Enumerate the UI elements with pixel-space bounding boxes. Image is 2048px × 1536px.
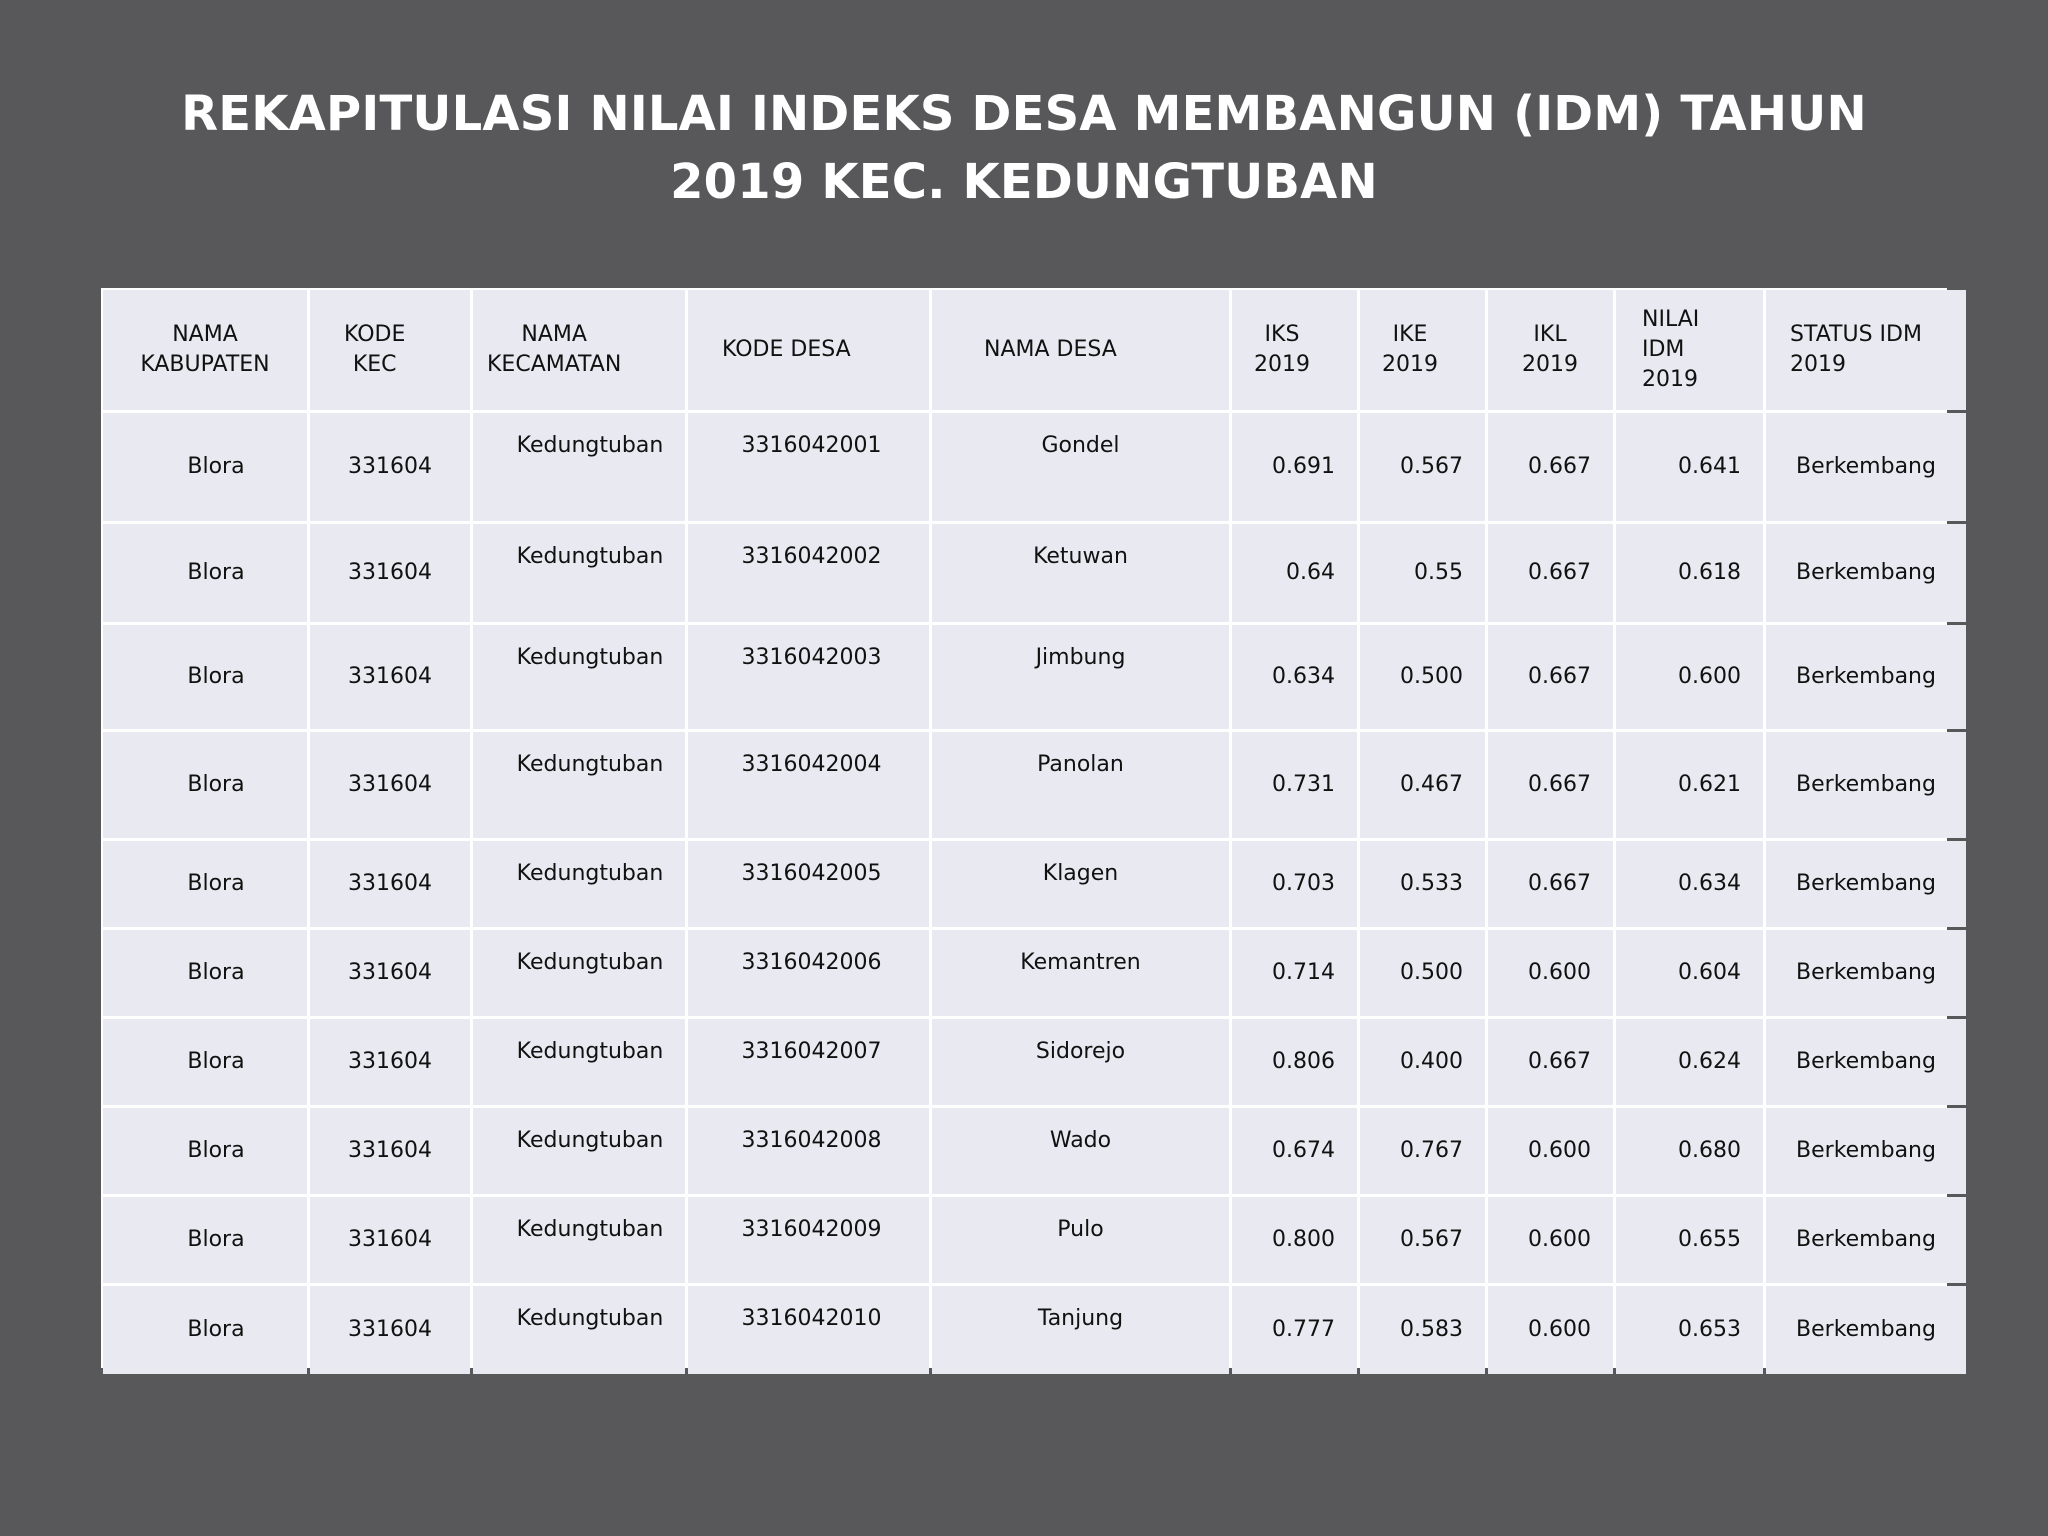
cell-ikl: 0.667 xyxy=(1488,524,1613,622)
cell-ikl: 0.600 xyxy=(1488,1108,1613,1194)
cell-kode-kec: 331604 xyxy=(310,1108,470,1194)
cell-ikl: 0.600 xyxy=(1488,930,1613,1016)
cell-ike: 0.400 xyxy=(1360,1019,1485,1105)
cell-status-idm: Berkembang xyxy=(1766,625,1966,729)
cell-kode-desa: 3316042007 xyxy=(688,1019,929,1105)
cell-kabupaten: Blora xyxy=(103,1019,307,1105)
cell-kode-kec: 331604 xyxy=(310,524,470,622)
cell-kabupaten: Blora xyxy=(103,732,307,838)
cell-nilai-idm: 0.621 xyxy=(1616,732,1763,838)
cell-kode-kec: 331604 xyxy=(310,1019,470,1105)
table-row xyxy=(103,930,1966,1016)
cell-status-idm: Berkembang xyxy=(1766,524,1966,622)
header-ike: IKE 2019 xyxy=(1360,290,1485,410)
table-row xyxy=(103,625,1966,729)
cell-nilai-idm: 0.600 xyxy=(1616,625,1763,729)
cell-ikl: 0.600 xyxy=(1488,1286,1613,1374)
cell-kecamatan: Kedungtuban xyxy=(473,841,685,927)
cell-kecamatan: Kedungtuban xyxy=(473,1019,685,1105)
cell-nilai-idm: 0.680 xyxy=(1616,1108,1763,1194)
cell-ikl: 0.667 xyxy=(1488,1019,1613,1105)
cell-nilai-idm: 0.604 xyxy=(1616,930,1763,1016)
cell-nama-desa: Panolan xyxy=(932,732,1229,838)
cell-kode-kec: 331604 xyxy=(310,930,470,1016)
cell-kecamatan: Kedungtuban xyxy=(473,1197,685,1283)
cell-status-idm: Berkembang xyxy=(1766,1286,1966,1374)
idm-table-container xyxy=(101,288,1947,1368)
cell-ikl: 0.600 xyxy=(1488,1197,1613,1283)
cell-nilai-idm: 0.624 xyxy=(1616,1019,1763,1105)
table-row xyxy=(103,732,1966,838)
cell-nilai-idm: 0.634 xyxy=(1616,841,1763,927)
cell-kecamatan: Kedungtuban xyxy=(473,524,685,622)
cell-iks: 0.703 xyxy=(1232,841,1357,927)
header-kode-desa: KODE DESA xyxy=(688,290,929,410)
cell-ike: 0.533 xyxy=(1360,841,1485,927)
cell-kabupaten: Blora xyxy=(103,1108,307,1194)
cell-ike: 0.567 xyxy=(1360,413,1485,521)
table-row xyxy=(103,1019,1966,1105)
cell-nama-desa: Pulo xyxy=(932,1197,1229,1283)
cell-status-idm: Berkembang xyxy=(1766,1108,1966,1194)
header-nama-kecamatan: NAMA KECAMATAN xyxy=(473,290,685,410)
table-row xyxy=(103,841,1966,927)
cell-iks: 0.714 xyxy=(1232,930,1357,1016)
cell-kecamatan: Kedungtuban xyxy=(473,625,685,729)
cell-kecamatan: Kedungtuban xyxy=(473,1108,685,1194)
cell-status-idm: Berkembang xyxy=(1766,413,1966,521)
cell-iks: 0.691 xyxy=(1232,413,1357,521)
cell-ike: 0.55 xyxy=(1360,524,1485,622)
cell-iks: 0.777 xyxy=(1232,1286,1357,1374)
cell-iks: 0.800 xyxy=(1232,1197,1357,1283)
cell-kode-desa: 3316042010 xyxy=(688,1286,929,1374)
header-ikl: IKL 2019 xyxy=(1488,290,1613,410)
cell-status-idm: Berkembang xyxy=(1766,841,1966,927)
cell-nama-desa: Klagen xyxy=(932,841,1229,927)
cell-nama-desa: Tanjung xyxy=(932,1286,1229,1374)
cell-ikl: 0.667 xyxy=(1488,732,1613,838)
cell-kode-kec: 331604 xyxy=(310,1197,470,1283)
header-nama-kabupaten: NAMA KABUPATEN xyxy=(103,290,307,410)
cell-nama-desa: Kemantren xyxy=(932,930,1229,1016)
cell-iks: 0.64 xyxy=(1232,524,1357,622)
cell-ike: 0.500 xyxy=(1360,930,1485,1016)
cell-nilai-idm: 0.641 xyxy=(1616,413,1763,521)
cell-kecamatan: Kedungtuban xyxy=(473,413,685,521)
cell-ikl: 0.667 xyxy=(1488,625,1613,729)
cell-kabupaten: Blora xyxy=(103,1197,307,1283)
header-nama-desa: NAMA DESA xyxy=(932,290,1229,410)
header-iks: IKS 2019 xyxy=(1232,290,1357,410)
cell-nilai-idm: 0.655 xyxy=(1616,1197,1763,1283)
cell-ike: 0.767 xyxy=(1360,1108,1485,1194)
header-nilai-idm: NILAI IDM 2019 xyxy=(1616,290,1763,410)
table-row xyxy=(103,1286,1966,1374)
cell-ike: 0.567 xyxy=(1360,1197,1485,1283)
cell-iks: 0.634 xyxy=(1232,625,1357,729)
cell-kabupaten: Blora xyxy=(103,930,307,1016)
cell-kabupaten: Blora xyxy=(103,1286,307,1374)
cell-kode-kec: 331604 xyxy=(310,732,470,838)
cell-nama-desa: Gondel xyxy=(932,413,1229,521)
cell-kode-desa: 3316042001 xyxy=(688,413,929,521)
cell-kabupaten: Blora xyxy=(103,625,307,729)
cell-kode-desa: 3316042006 xyxy=(688,930,929,1016)
table-row xyxy=(103,1108,1966,1194)
cell-ike: 0.583 xyxy=(1360,1286,1485,1374)
cell-ike: 0.467 xyxy=(1360,732,1485,838)
cell-status-idm: Berkembang xyxy=(1766,732,1966,838)
cell-nama-desa: Jimbung xyxy=(932,625,1229,729)
cell-ikl: 0.667 xyxy=(1488,841,1613,927)
cell-kabupaten: Blora xyxy=(103,413,307,521)
cell-ikl: 0.667 xyxy=(1488,413,1613,521)
table-row xyxy=(103,413,1966,521)
cell-kabupaten: Blora xyxy=(103,841,307,927)
header-status-idm: STATUS IDM 2019 xyxy=(1766,290,1966,410)
cell-kode-desa: 3316042004 xyxy=(688,732,929,838)
header-kode-kec: KODE KEC xyxy=(310,290,470,410)
table-row xyxy=(103,1197,1966,1283)
cell-kode-desa: 3316042005 xyxy=(688,841,929,927)
cell-kode-kec: 331604 xyxy=(310,413,470,521)
cell-iks: 0.731 xyxy=(1232,732,1357,838)
cell-nama-desa: Sidorejo xyxy=(932,1019,1229,1105)
cell-nilai-idm: 0.653 xyxy=(1616,1286,1763,1374)
cell-ike: 0.500 xyxy=(1360,625,1485,729)
cell-status-idm: Berkembang xyxy=(1766,1019,1966,1105)
cell-status-idm: Berkembang xyxy=(1766,1197,1966,1283)
table-header-row xyxy=(103,290,1966,410)
cell-kode-kec: 331604 xyxy=(310,841,470,927)
cell-status-idm: Berkembang xyxy=(1766,930,1966,1016)
cell-kode-desa: 3316042008 xyxy=(688,1108,929,1194)
idm-table xyxy=(100,287,1969,1377)
cell-kode-kec: 331604 xyxy=(310,625,470,729)
cell-iks: 0.674 xyxy=(1232,1108,1357,1194)
cell-kabupaten: Blora xyxy=(103,524,307,622)
cell-kecamatan: Kedungtuban xyxy=(473,1286,685,1374)
cell-kode-kec: 331604 xyxy=(310,1286,470,1374)
cell-nama-desa: Wado xyxy=(932,1108,1229,1194)
table-row xyxy=(103,524,1966,622)
cell-iks: 0.806 xyxy=(1232,1019,1357,1105)
cell-kecamatan: Kedungtuban xyxy=(473,732,685,838)
page-title: REKAPITULASI NILAI INDEKS DESA MEMBANGUN (IDM) TAHUN 2019 KEC. KEDUNGTUBAN xyxy=(181,86,1867,210)
cell-nilai-idm: 0.618 xyxy=(1616,524,1763,622)
cell-kode-desa: 3316042002 xyxy=(688,524,929,622)
cell-nama-desa: Ketuwan xyxy=(932,524,1229,622)
cell-kode-desa: 3316042009 xyxy=(688,1197,929,1283)
cell-kode-desa: 3316042003 xyxy=(688,625,929,729)
cell-kecamatan: Kedungtuban xyxy=(473,930,685,1016)
